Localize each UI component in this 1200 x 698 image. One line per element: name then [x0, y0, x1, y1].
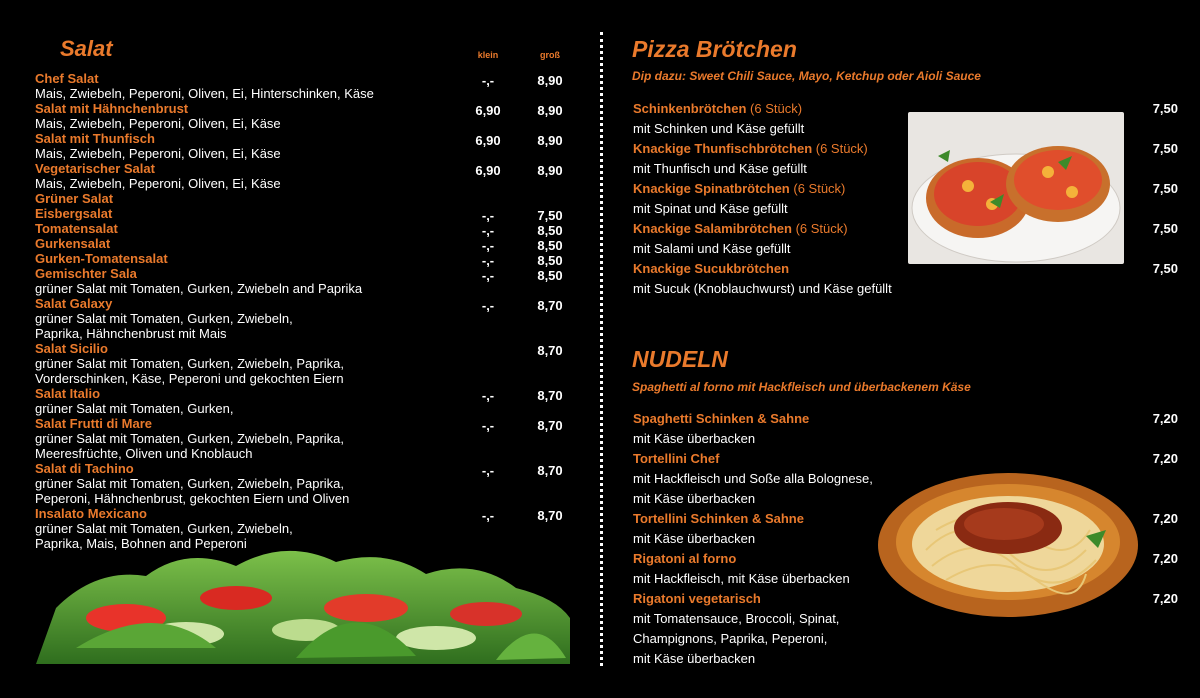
salat-item-desc: Mais, Zwiebeln, Peperoni, Oliven, Ei, Käse	[35, 116, 281, 131]
pizza-item-desc: mit Sucuk (Knoblauchwurst) und Käse gefüllt	[633, 281, 892, 296]
salat-price-large: 8,70	[537, 418, 563, 433]
salat-item-name: Eisbergsalat	[35, 206, 113, 221]
nudeln-item-price: 7,20	[1152, 591, 1178, 606]
salat-item-name: Salat Italio	[35, 386, 101, 401]
salat-price-large: 8,90	[537, 73, 563, 88]
salat-price-small: -,-	[481, 208, 495, 223]
pizza-item-price: 7,50	[1152, 261, 1178, 276]
salat-item-name: Gurkensalat	[35, 236, 111, 251]
salat-price-small: -,-	[481, 418, 495, 433]
pizza-item-desc: mit Spinat und Käse gefüllt	[633, 201, 788, 216]
nudeln-item-desc: mit Käse überbacken	[633, 431, 756, 446]
salat-price-large: 8,50	[537, 238, 563, 253]
pizza-bread-image	[908, 112, 1124, 264]
salat-item-name: Salat mit Hähnchenbrust	[35, 101, 189, 116]
nudeln-item-price: 7,20	[1152, 551, 1178, 566]
salat-item-desc: grüner Salat mit Tomaten, Gurken,	[35, 401, 234, 416]
salat-title: Salat	[60, 36, 113, 61]
salat-item-name: Salat mit Thunfisch	[35, 131, 155, 146]
nudeln-item-name: Rigatoni vegetarisch	[633, 591, 761, 606]
salat-price-large: 7,50	[537, 208, 563, 223]
nudeln-item-desc: mit Tomatensauce, Broccoli, Spinat,	[633, 611, 840, 626]
salat-price-large: 8,70	[537, 508, 563, 523]
salat-item-name: Grüner Salat	[35, 191, 114, 206]
nudeln-subtitle: Spaghetti al forno mit Hackfleisch und überbackenem Käse	[632, 380, 971, 394]
salat-item-desc: Paprika, Mais, Bohnen and Peperoni	[35, 536, 247, 551]
salat-price-large: 8,70	[537, 388, 563, 403]
pasta-image	[876, 470, 1140, 620]
pizza-item-count: (6 Stück)	[791, 221, 848, 236]
pizza-item-name	[633, 101, 802, 116]
salat-price-large: 8,90	[537, 133, 563, 148]
salat-item-name: Chef Salat	[35, 71, 99, 86]
salat-price-large: 8,90	[537, 163, 563, 178]
salat-price-small: -,-	[481, 238, 495, 253]
salat-item-name: Salat Frutti di Mare	[35, 416, 153, 431]
salat-item-name: Salat di Tachino	[35, 461, 134, 476]
salat-item-desc: Mais, Zwiebeln, Peperoni, Oliven, Ei, Hinterschinken, Käse	[35, 86, 374, 101]
nudeln-item-desc: mit Käse überbacken	[633, 531, 756, 546]
salat-item-desc: Peperoni, Hähnchenbrust, gekochten Eiern und Oliven	[35, 491, 350, 506]
column-divider	[600, 32, 603, 666]
pizza-subtitle: Dip dazu: Sweet Chili Sauce, Mayo, Ketchup oder Aioli Sauce	[632, 69, 981, 83]
pizza-item-price: 7,50	[1152, 101, 1178, 116]
pizza-item-count: (6 Stück)	[746, 101, 803, 116]
nudeln-item-name: Spaghetti Schinken & Sahne	[633, 411, 810, 426]
pizza-item-name	[633, 221, 848, 236]
nudeln-item-name: Tortellini Schinken & Sahne	[633, 511, 804, 526]
nudeln-item-price: 7,20	[1152, 451, 1178, 466]
pizza-item-desc: mit Salami und Käse gefüllt	[633, 241, 791, 256]
salat-price-small: -,-	[481, 463, 495, 478]
col-small-header: klein	[477, 50, 499, 60]
pizza-item-desc: mit Schinken und Käse gefüllt	[633, 121, 805, 136]
salat-price-small: -,-	[481, 298, 495, 313]
salat-item-desc: Meeresfrüchte, Oliven und Knoblauch	[35, 446, 253, 461]
nudeln-item-name: Rigatoni al forno	[633, 551, 737, 566]
salat-item-desc: Vorderschinken, Käse, Peperoni und gekochten Eiern	[35, 371, 344, 386]
salat-price-large: 8,70	[537, 298, 563, 313]
salat-price-small: -,-	[481, 253, 495, 268]
nudeln-item-desc: Champignons, Paprika, Peperoni,	[633, 631, 828, 646]
pizza-item-title: Knackige Thunfischbrötchen	[633, 141, 813, 156]
salat-price-large: 8,70	[537, 463, 563, 478]
salat-price-small: 6,90	[475, 133, 501, 148]
pizza-item-name	[633, 181, 845, 196]
salat-price-large: 8,70	[537, 343, 563, 358]
salat-item-desc: grüner Salat mit Tomaten, Gurken, Zwiebeln and Paprika	[35, 281, 363, 296]
nudeln-item-price: 7,20	[1152, 511, 1178, 526]
pizza-item-title: Knackige Salamibrötchen	[633, 221, 792, 236]
nudeln-title: NUDELN	[632, 346, 728, 372]
salat-price-large: 8,50	[537, 223, 563, 238]
pizza-item-count: (6 Stück)	[812, 141, 868, 156]
salat-item-desc: Mais, Zwiebeln, Peperoni, Oliven, Ei, Käse	[35, 176, 281, 191]
salat-item-desc: grüner Salat mit Tomaten, Gurken, Zwiebeln,	[35, 311, 293, 326]
salat-price-large: 8,50	[537, 268, 563, 283]
pizza-item-price: 7,50	[1152, 221, 1178, 236]
salad-image	[36, 538, 570, 664]
nudeln-item-desc: mit Hackfleisch und Soße alla Bolognese,	[633, 471, 873, 486]
pizza-title: Pizza Brötchen	[632, 36, 797, 62]
salat-price-small: -,-	[481, 73, 495, 88]
salat-item-desc: Mais, Zwiebeln, Peperoni, Oliven, Ei, Käse	[35, 146, 281, 161]
salat-item-name: Salat Galaxy	[35, 296, 113, 311]
salat-price-small: -,-	[481, 388, 495, 403]
pizza-item-name	[633, 141, 868, 156]
salat-item-name: Salat Sicilio	[35, 341, 108, 356]
salat-price-small: 6,90	[475, 163, 501, 178]
pizza-item-price: 7,50	[1152, 141, 1178, 156]
salat-item-desc: grüner Salat mit Tomaten, Gurken, Zwiebeln, Paprika,	[35, 431, 345, 446]
salat-item-desc: grüner Salat mit Tomaten, Gurken, Zwiebeln,	[35, 521, 293, 536]
nudeln-item-name: Tortellini Chef	[633, 451, 720, 466]
pizza-item-count: (6 Stück)	[789, 181, 846, 196]
pizza-item-name	[633, 261, 789, 276]
nudeln-item-desc: mit Käse überbacken	[633, 651, 756, 666]
salat-item-desc: grüner Salat mit Tomaten, Gurken, Zwiebeln, Paprika,	[35, 356, 345, 371]
nudeln-item-desc: mit Hackfleisch, mit Käse überbacken	[633, 571, 850, 586]
salat-item-name: Tomatensalat	[35, 221, 118, 236]
pizza-item-price: 7,50	[1152, 181, 1178, 196]
pizza-item-title: Knackige Spinatbrötchen	[633, 181, 790, 196]
salat-item-name: Gemischter Sala	[35, 266, 137, 281]
salat-price-large: 8,50	[537, 253, 563, 268]
pizza-item-desc: mit Thunfisch und Käse gefüllt	[633, 161, 807, 176]
salat-price-small: -,-	[481, 223, 495, 238]
salat-price-small: -,-	[481, 508, 495, 523]
pizza-item-title: Knackige Sucukbrötchen	[633, 261, 790, 276]
salat-price-small: 6,90	[475, 103, 501, 118]
salat-price-large: 8,90	[537, 103, 563, 118]
salat-item-desc: grüner Salat mit Tomaten, Gurken, Zwiebeln, Paprika,	[35, 476, 345, 491]
salat-item-name: Gurken-Tomatensalat	[35, 251, 168, 266]
col-large-header: groß	[540, 50, 560, 60]
salat-item-desc: Paprika, Hähnchenbrust mit Mais	[35, 326, 227, 341]
salat-item-name: Vegetarischer Salat	[35, 161, 155, 176]
salat-item-name: Insalato Mexicano	[35, 506, 147, 521]
pizza-item-title: Schinkenbrötchen	[633, 101, 747, 116]
salat-price-small: -,-	[481, 268, 495, 283]
nudeln-item-price: 7,20	[1152, 411, 1178, 426]
nudeln-item-desc: mit Käse überbacken	[633, 491, 756, 506]
